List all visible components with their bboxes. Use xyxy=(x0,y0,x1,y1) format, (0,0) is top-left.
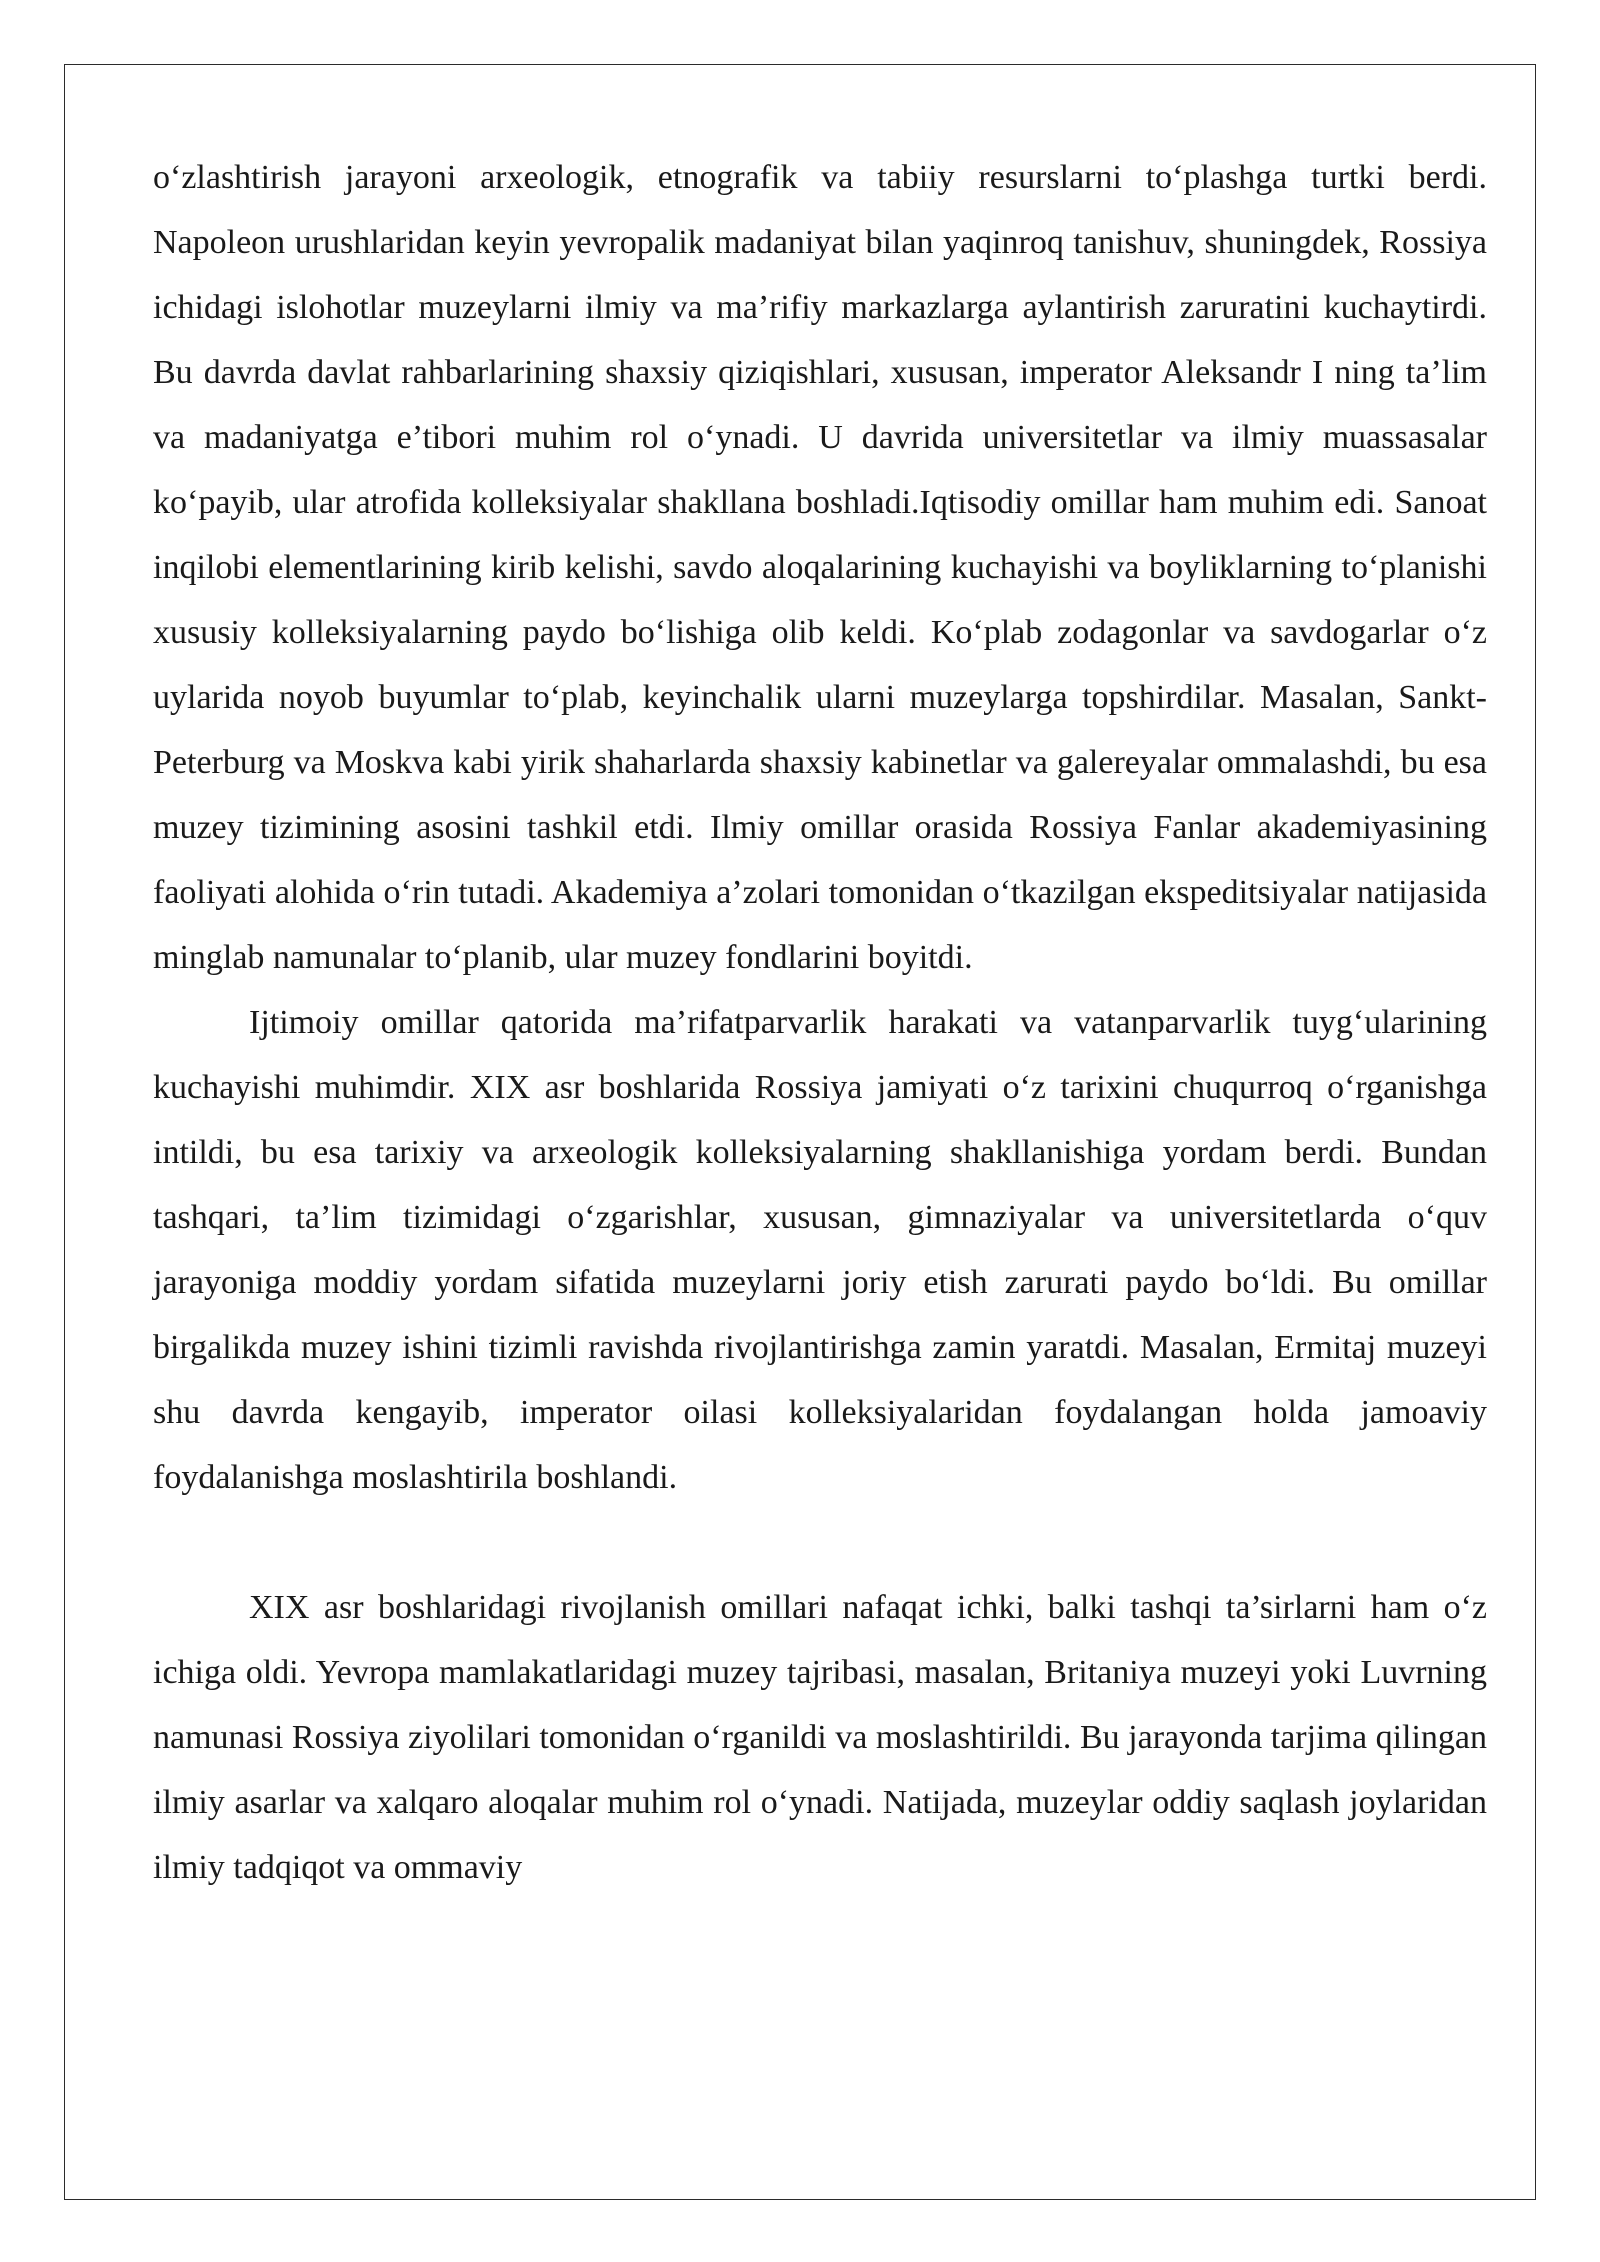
paragraph-1: o‘zlashtirish jarayoni arxeologik, etnografik va tabiiy resurslarni to‘plashga turtki berdi. Napoleon urushlaridan keyin yevropalik madaniyat bilan yaqinroq tanishuv, shuningdek, Rossiya ichidagi islohotlar muzeylarni ilmiy va ma’rifiy markazlarga aylantirish zaruratini kuchaytirdi. Bu davrda davlat rahbarlarining shaxsiy qiziqishlari, xususan, imperator Aleksandr I ning ta’lim va madaniyatga e’tibori muhim rol o‘ynadi. U davrida universitetlar va ilmiy muassasalar ko‘payib, ular atrofida kolleksiyalar shakllana boshladi.Iqtisodiy omillar ham muhim edi. Sanoat inqilobi elementlarining kirib kelishi, savdo aloqalarining kuchayishi va boyliklarning to‘planishi xususiy kolleksiyalarning paydo bo‘lishiga olib keldi. Ko‘plab zodagonlar va savdogarlar o‘z uylarida noyob buyumlar to‘plab, keyinchalik ularni muzeylarga topshirdilar. Masalan, Sankt-Peterburg va Moskva kabi yirik shaharlarda shaxsiy kabinetlar va galereyalar ommalashdi, bu esa muzey tizimining asosini tashkil etdi. Ilmiy omillar orasida Rossiya Fanlar akademiyasining faoliyati alohida o‘rin tutadi. Akademiya a’zolari tomonidan o‘tkazilgan ekspeditsiyalar natijasida minglab namunalar to‘planib, ular muzey fondlarini boyitdi. xyxy=(153,159,1487,976)
paragraph-3: XIX asr boshlaridagi rivojlanish omillari nafaqat ichki, balki tashqi ta’sirlarni ham o‘z ichiga oldi. Yevropa mamlakatlaridagi muzey tajribasi, masalan, Britaniya muzeyi yoki Luvrning namunasi Rossiya ziyolilari tomonidan o‘rganildi va moslashtirildi. Bu jarayonda tarjima qilingan ilmiy asarlar va xalqaro aloqalar muhim rol o‘ynadi. Natijada, muzeylar oddiy saqlash joylaridan ilmiy tadqiqot va ommaviy xyxy=(153,1589,1487,1886)
document-body xyxy=(153,145,1487,1900)
paragraph-2: Ijtimoiy omillar qatorida ma’rifatparvarlik harakati va vatanparvarlik tuyg‘ularining kuchayishi muhimdir. XIX asr boshlarida Rossiya jamiyati o‘z tarixini chuqurroq o‘rganishga intildi, bu esa tarixiy va arxeologik kolleksiyalarning shakllanishiga yordam berdi. Bundan tashqari, ta’lim tizimidagi o‘zgarishlar, xususan, gimnaziyalar va universitetlarda o‘quv jarayoniga moddiy yordam sifatida muzeylarni joriy etish zarurati paydo bo‘ldi. Bu omillar birgalikda muzey ishini tizimli ravishda rivojlantirishga zamin yaratdi. Masalan, Ermitaj muzeyi shu davrda kengayib, imperator oilasi kolleksiyalaridan foydalangan holda jamoaviy foydalanishga moslashtirila boshlandi. xyxy=(153,1004,1487,1496)
paragraph-gap xyxy=(153,1510,1487,1575)
